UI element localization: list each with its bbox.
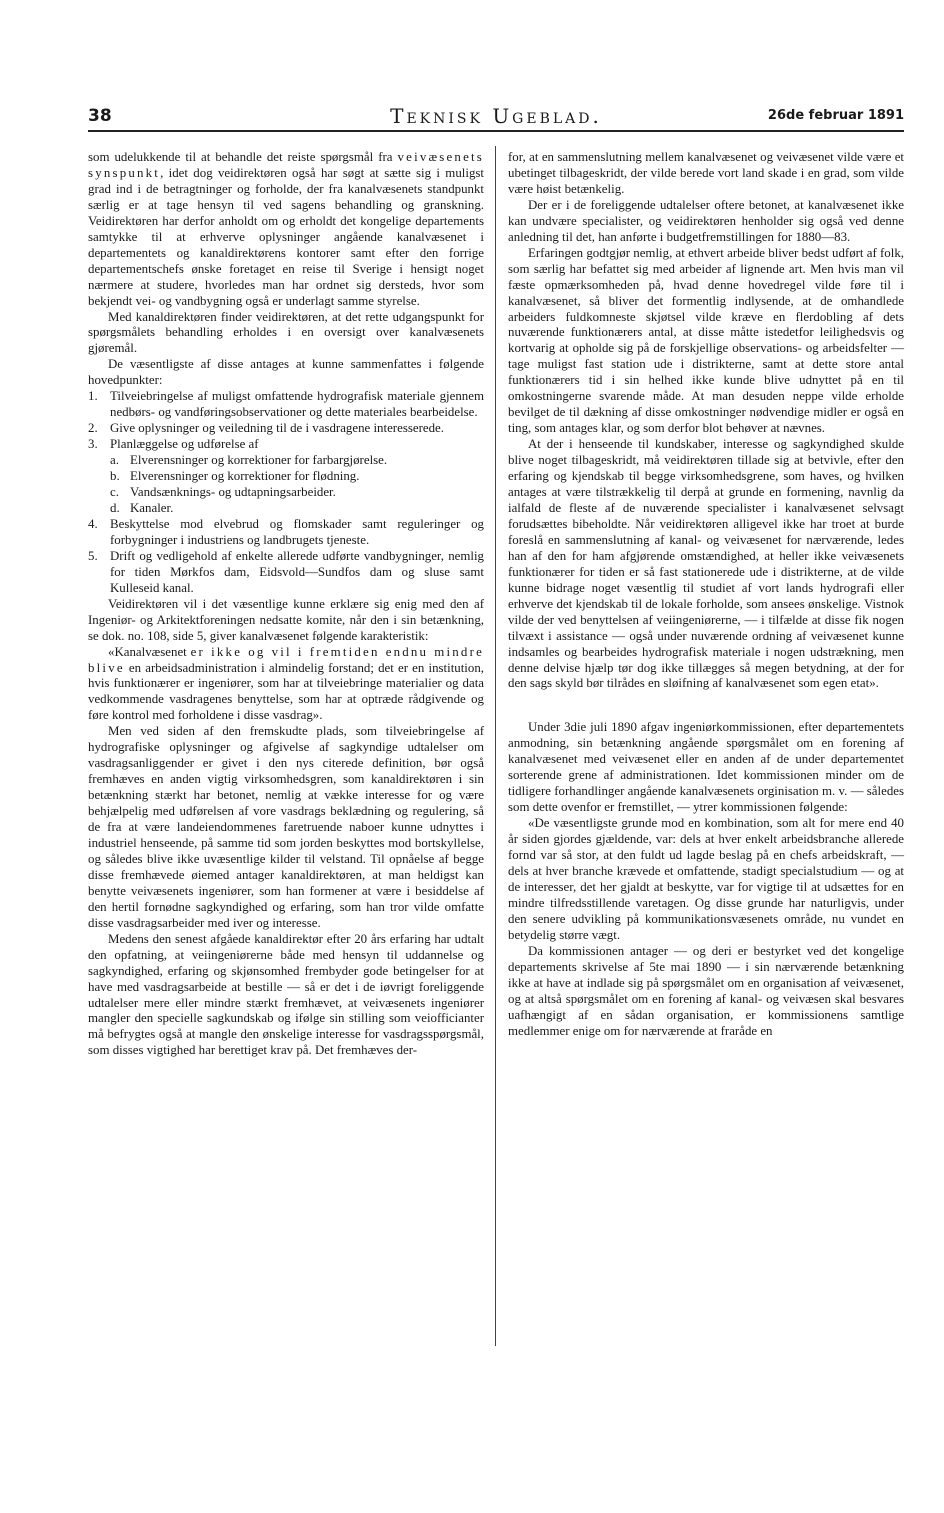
paragraph: Medens den senest afgåede kanaldirektør efter 20 års erfaring har udtalt den opfatning, at veiingeniørerne både med hensyn til uddannelse og sagkyndighed, erfaring og skjønsomhed frembyder gode betingelser for at have med vasdragsarbeide at bestille — så er det i de iøvrigt foreliggende udtalelser mere eller mindre stærkt fremhævet, at veivæsenets ingeniører mangler den specielle sagkundskab og ifølge sin stilling som veiofficianter må befrygtes også at mangle den ønskelige interesse for vasdragsspørgsmål, som disses vigtighed har berettiget krav på. Det fremhæves der-	[88, 931, 484, 1058]
paragraph: Under 3die juli 1890 afgav ingeniørkommissionen, efter departementets anmodning, sin betænkning angående spørgsmålet om en forening af kanalvæsenet med veivæsenet eller en anden af de under departementet sorterende grene af administrationen. Idet kommissionen minder om de tidligere forhandlinger angående kanalvæsenets orginisation m. v. — således som dette ovenfor er fremstillet, — ytrer kommissionen følgende:	[508, 720, 904, 815]
section-gap	[508, 692, 904, 720]
sub-list-item	[88, 469, 484, 485]
quotation: «De væsentligste grunde mod en kombination, som alt for mere end 40 år siden gjordes gjældende, var: dels at hver enkelt arbeidsbranche allerede fornd var så stor, at den fuldt ud lagde beslag på en chefs arbeidskraft, — dels at hver branche krævede et omfattende, stadigt specialstudium — og at de interesser, det her gjaldt at beskytte, var for vigtige til at udsættes for en mindre tilfredsstillende varetagen. Og disse grunde har naturligvis, under den senere udvikling på kommunikationsvæsenets område, nu vundet en betydelig større vægt.	[508, 816, 904, 942]
list-number: 2.	[88, 421, 98, 436]
list-item	[88, 389, 484, 421]
sub-list-letter: a.	[110, 453, 119, 468]
text-run: «Kanalvæsenet	[108, 644, 191, 659]
sub-list-letter: d.	[110, 500, 120, 515]
list-item	[88, 517, 484, 549]
list-text: Drift og vedligehold af enkelte allerede udførte vandbygninger, nemlig for tiden Mørkfos dam, Eidsvold—Sundfos dam og sluse samt Kulleseid kanal.	[110, 548, 484, 595]
list-item	[88, 549, 484, 597]
sub-list-letter: c.	[110, 485, 119, 500]
list-item	[88, 437, 484, 453]
page-number: 38	[88, 106, 112, 126]
paragraph: Erfaringen godtgjør nemlig, at ethvert arbeide bliver bedst udført af folk, som særlig har befattet sig med arbeider af lignende art. Men hvis man vil fæste opmærksomheden på, hvad denne hovedregel vilde føre til i kanalvæsenet, så bliver det formentlig indlysende, at de omhandlede arbeiders fuldkomneste skjøtsel vilde kræve en flerdobling af dets nuværende funktionærers antal, at disse måtte istedetfor leilighedsvis og kortvarig at opholde sig på de forskjellige observations- og arbeidsfelter — tage muligst fast station ude i distrikterne, samt at dette store antal funktionærers tid i sin helhed ikke kunde blive udnyttet på en til omkostningerne svarende måde. At man desuden neppe vilde erholde bevilget de til dækning af disse omkostninger nødvendige midler er også en ting, som antages klar, og som derfor blot behøver at nævnes.	[508, 245, 904, 436]
text-run: , idet dog veidirektøren også har søgt at sætte sig i muligst grad ind i de betragtninger og forholde, der fra kanalvæsenets standpunkt særlig er at tage hensyn til ved sagens behandling og granskning. Veidirektøren har derfor anholdt om og erholdt det kongelige departements samtykke til at erhverve oplysninger angående kanalvæsenet i departementets og kanaldirektørens kontorer samt efter den forrige departementschefs ønske foretaget en reise til Sverige i hensigt noget nærmere at studere, hvorledes man har ordnet sig dersteds, hvor som bekjendt vei- og vandbygning også er underlagt samme styrelse.	[88, 165, 484, 308]
paragraph: At der i henseende til kundskaber, interesse og sagkyndighed skulde blive noget tilbageskridt, må veidirektøren tillade sig at betvivle, efter den erfaring og kjendskab til begge virksomhedsgrene, som haves, og hvilken antages at være tilstrækkelig til derpå at grunde en formening, navnlig da ialfald de fleste af de nuværende specialister i kanalvæsenet selvsagt forudsættes bibeholdte. Når veidirektøren alligevel ikke har troet at burde foreslå en sammenslutning af kanal- og veivæsenet for nærværende, ledes han af den for ham afgjørende omstændighed, at heller ikke veivæsenets funktionærer for tiden er så fast stationerede ude i distrikterne, at de vilde kunne bidrage noget væsentlig til studiet af vort lands hydrografi eller erhverve det kjendskab til de lokale forholde, som ansees ønskelige. Vistnok vilde der ved benyttelsen af veiingeniørerne, — i tilfælde at disse fik nogen tilvæxt i assistance — også under nuværende ordning af veivæsenet kunne indsamles og bearbeides hydrografisk materiale i nogen udstrækning, men denne delvise hjælp tør dog ikke tillægges så megen betydning, at der for den sags skyld bør tilrådes en sløifning af kanalvæsenet som egen etat».	[508, 437, 904, 691]
paragraph: Men ved siden af den fremskudte plads, som tilveiebringelse af hydrografiske oplysninger og afgivelse af sagkyndige udtalelser om vasdragsanliggender er givet i den nys citerede definition, bør også fremhæves en anden vigtig virksomhedsgren, som kanaldirektøren i sin betænkning stærkt har betonet, nemlig at vække interesse for og være behjælpelig med udførelsen af vore vasdrags beklædning og regulering, så de fra at være landeiendommenes faretruende naboer kunne udnyttes i industriel henseende, på samme tid som jorden beskyttes mod bortskyllelse, og således blive ikke uvæsentlige kilder til velstand. Til opnåelse af begge disse fremhævede øiemed antager kanaldirektøren, at man heldigst kan benytte veivæsenets ingeniører, som han formener at være i besiddelse af den hertil fornødne sagkyndighed og erfaring, som han tror vilde omfatte disse vasdragsarbeider med iver og interesse.	[88, 724, 484, 930]
column-divider	[495, 146, 496, 1346]
list-number: 5.	[88, 548, 98, 563]
list-text: Give oplysninger og veiledning til de i vasdragene interesserede.	[110, 421, 444, 436]
sub-list-text: Vandsænknings- og udtapningsarbeider.	[130, 485, 336, 500]
paragraph: for, at en sammenslutning mellem kanalvæsenet og veivæsenet vilde være et ubetinget tilbageskridt, der vilde berede vort land skade i en grad, som vilde være høist betænkelig.	[508, 150, 904, 196]
issue-date: 26de februar 1891	[767, 108, 904, 123]
list-number: 3.	[88, 437, 98, 452]
left-column	[88, 150, 484, 1059]
text-run: som udelukkende til at behandle det reiste spørgsmål fra	[88, 150, 398, 164]
spaced-text: veivæsenets synspunkt	[88, 150, 484, 180]
list-text: Tilveiebringelse af muligst omfattende hydrografisk materiale gjennem nedbørs- og vandføringsobservationer og dette materiales bearbeidelse.	[110, 389, 484, 420]
spaced-text: er ikke og vil i fremtiden endnu mindre blive	[88, 644, 484, 675]
sub-list-item	[88, 453, 484, 469]
list-item	[88, 421, 484, 437]
sub-list-item	[88, 501, 484, 517]
list-number: 1.	[88, 389, 98, 404]
header-rule	[88, 130, 904, 132]
sub-list-text: Elverensninger og korrektioner for flødning.	[130, 469, 360, 484]
list-number: 4.	[88, 516, 98, 531]
paragraph	[88, 150, 484, 310]
paragraph: De væsentligste af disse antages at kunne sammenfattes i følgende hovedpunkter:	[88, 357, 484, 388]
quotation	[88, 645, 484, 725]
sub-list-item	[88, 485, 484, 501]
journal-title: Teknisk Ugeblad.	[390, 104, 602, 128]
page-header	[88, 104, 904, 130]
list-text: Beskyttelse mod elvebrud og flomskader samt reguleringer og forbygninger i industriens og landbrugets tjeneste.	[110, 516, 484, 547]
paragraph: Da kommissionen antager — og deri er bestyrket ved det kongelige departements skrivelse af 5te mai 1890 — i sin nærværende betænkning ikke at have at indlade sig på spørgsmålet om en organisation af veivæsenet, og at altså spørgsmålet om en forening af kanal- og veivæsen skal besvares uafhængigt af en sådan organisation, er kommissionens samtlige medlemmer enige om for nærværende at fraråde en	[508, 943, 904, 1038]
paragraph: Der er i de foreliggende udtalelser oftere betonet, at kanalvæsenet ikke kan undvære specialister, og veidirektøren henholder sig også ved denne anledning til det, han anførte i budgetfremstillingen for 1880—83.	[508, 197, 904, 244]
paragraph: Veidirektøren vil i det væsentlige kunne erklære sig enig med den af Ingeniør- og Arkitektforeningen nedsatte komite, når den i sin betænkning, se dok. no. 108, side 5, giver kanalvæsenet følgende karakteristik:	[88, 596, 484, 643]
sub-list-text: Elverensninger og korrektioner for farbargjørelse.	[130, 453, 388, 468]
sub-list-letter: b.	[110, 469, 120, 484]
sub-list-text: Kanaler.	[130, 500, 174, 515]
list-text: Planlæggelse og udførelse af	[110, 437, 259, 452]
paragraph: Med kanaldirektøren finder veidirektøren, at det rette udgangspunkt for spørgsmålets behandling erholdes i en oversigt over kanalvæsenets gjøremål.	[88, 309, 484, 356]
right-column	[508, 150, 904, 1039]
text-run: en arbeidsadministration i almindelig forstand; det er en institution, hvis funktionærer er ingeniører, som har at tilveiebringe materialier og data vedkommende vasdragenes benyttelse, som har at optræde rådgivende og føre kontrol med forholdene i disse vasdrag».	[88, 660, 484, 723]
